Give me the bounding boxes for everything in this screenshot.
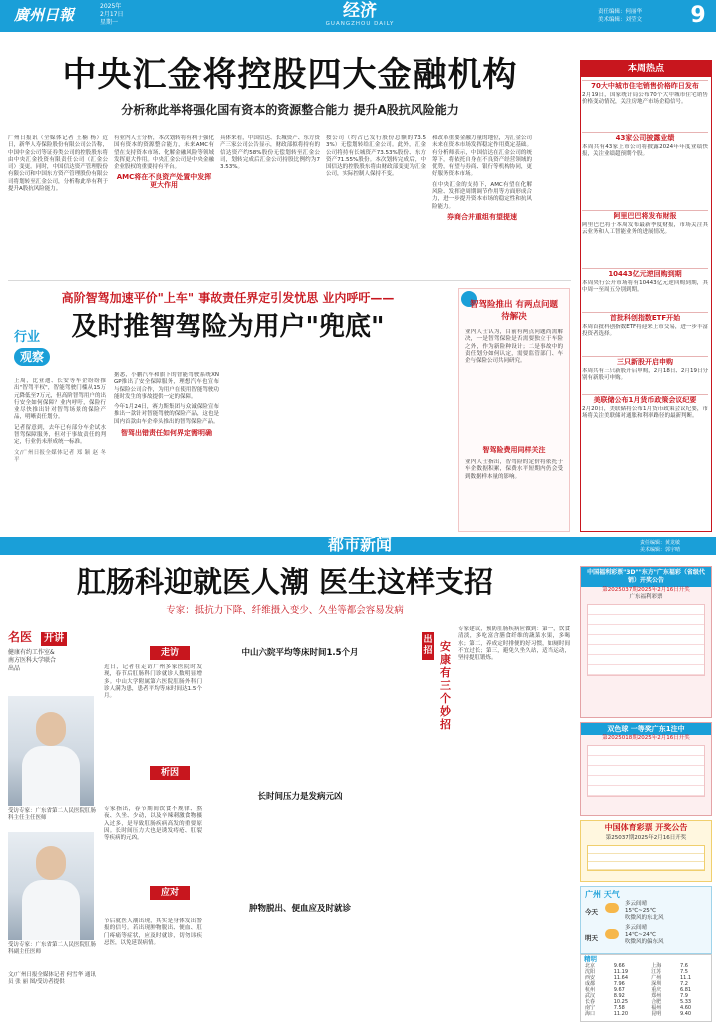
table-cell: 福州 [651,1005,662,1011]
table-row [583,1011,709,1017]
subsection-heading: 券商合并重组有望提速 [447,212,517,221]
hotspot-title: 70大中城市住宅销售价格昨日发布 [582,80,708,92]
sidebar-body: 业内人士认为，目前有两点问题尚需解决，一是智驾保险是否需要独立于车险之外，作为新险种设计；二是事故中的责任划分如何认定，需要监管部门、车企与保险公司共同研究。 [465,329,563,365]
hotspot-title: 三只新股开启申购 [582,356,708,368]
subhead-2: 长时间压力是发病元凶 [257,792,343,802]
table-cell: 海口 [585,1011,596,1017]
city-body-2: 专家指出，春节期间饮食不规律、熬夜、久坐、少动，以及辛辣刺激食物摄入过多，是导致肛肠疾病高发的重要原因。长时间压力大也是诱发痔疮、肛裂等疾病的元凶。 [104,806,202,842]
doctor-photo-2 [8,832,94,940]
table-cell: 7.9 [679,993,688,999]
table-cell: 重庆 [651,987,662,993]
label-response: 应对 [150,886,190,900]
doctor-2-caption: 受访专家：广东省第二人民医院肛肠科副主任医师 [8,942,97,956]
famous-doctor-badge [8,626,94,692]
industry-observation-tag [14,330,80,372]
tomorrow-forecast [625,925,709,947]
hotspot-body: 2月20日，美联储将公布1月货币政策会议纪要，市场将关注美联储对通胀和利率路径的最新判断。 [582,406,708,420]
city-body-1: 近日，记者在走访广州多家医院时发现，春节后肛肠科门诊就诊人数明显增多。中山大学附属第六医院肛肠外科门诊人满为患，患者平均等床时间达1.5个月。 [104,664,202,700]
tips-body: 专家建议，预防肛肠疾病应做到：第一，饮食清淡，多吃富含膳食纤维的蔬菜水果，多喝水；第二，养成定时排便的好习惯，如厕时间不宜过长；第三，避免久坐久站，适当运动，坚持提肛锻炼。 [458,626,570,662]
city-subheadline: 专家：抵抗力下降、纤维摄入变少、久坐等都会容易发病 [166,605,404,616]
paragraph: 按公司（约占已发行股份总额的73.53%）无偿划转给汇金公司。此外，汇金公司将持有长城资产73.53%股份、东方资产71.55%股份。本次划转完成后，中国信达的控股股东将由财政部变更为汇金公司，实际控制人保持不变。 [326,135,426,178]
hotspot-body: 本周央行公开市场将有10443亿元逆回购到期，其中周一至周五分别到期。 [582,280,708,294]
city-body-3: 节后就医人潮出现，其实是身体发出警报的信号。若出现肿物脱出、便血、肛门疼痛等症状，应及时就诊，切勿讳疾忌医，以免延误病情。 [104,918,202,946]
hotspot-body: 本周共有43家上市公司将披露2024年年度业绩快报，关注业绩超预期个股。 [582,144,708,158]
page-number: 9 [690,3,706,28]
hotspot-title: 43家公司披露业绩 [582,132,708,144]
tomorrow-temperature: 14℃~24℃ [625,932,656,939]
today-forecast [625,901,709,923]
top-story-col-4 [326,135,426,270]
table-cell: 南宁 [585,1005,596,1011]
top-story-col-2 [114,135,214,270]
paragraph: 上周，比亚迪、长安等车企纷纷推出"智驾平权"，智能驾驶门槛从15万元降低至7万元，但高阶智驾用户的出行安全如何保障？业内呼吁，保险行业尽快推出针对智驾场景的保险产品，明晰责任划分。 [14,378,106,421]
date-year: 2025年 [100,3,122,10]
list-item [582,210,708,264]
subhead-3: 肿物脱出、便血应及时就诊 [248,904,351,914]
sports-lottery-title: 中国体育彩票 开奖公告 [604,823,688,832]
masthead [0,0,716,32]
list-item [582,268,708,308]
tomorrow-wind: 吹微风的偏东风 [625,939,664,946]
table-cell: 沈阳 [585,969,596,975]
table-cell: 7.96 [613,981,625,987]
badge-line-2: 开讲 [41,632,67,646]
table-cell: 西安 [585,975,596,981]
tips-label: 出招 [422,632,434,660]
city-body-1b [208,664,306,756]
table-cell: 9.40 [679,1011,692,1017]
table-cell: 深圳 [651,981,662,987]
hotspot-body: 2月19日，国家统计局公布70个大中城市住宅销售价格变动情况，关注房地产市场企稳信号。 [582,92,708,106]
paragraph: 有业内人士分析，本次划转将有利于强化国有资本的资源整合能力，未来AMC有望在支持资本市场、化解金融风险等领域发挥更大作用。中央汇金公司是中央金融企业股权的重要持有平台。 [114,135,214,171]
lottery-number-grid [587,604,705,676]
white-coat [22,880,80,940]
date-weekday: 星期一 [100,19,119,26]
table-cell: 8.92 [613,993,625,999]
hotspot-body: 本周共有三只新股开启申购，2月18日、2月19日分别有新股可申购。 [582,368,708,382]
feature-sidebar-box [458,288,570,532]
label-visit: 走访 [150,646,190,660]
doctor-photo-1 [8,696,94,806]
section-subtitle: GUANGZHOU DAILY [325,21,395,27]
city-body-3b [208,918,306,1018]
section-title: 经济 [343,1,377,21]
double-color-ball-draw: 第2025018期2025年2月16日开奖 [602,735,690,741]
feature-col-2 [226,372,331,532]
hotspot-title: 10443亿元逆回购到期 [582,268,708,280]
divider [8,280,571,281]
editor-name: 责任编辑：何丽华 [598,9,643,15]
white-coat [22,746,80,806]
lottery-number-grid [587,745,705,797]
welfare-lottery-draw: 第2025037期2025年2月16日开奖 [602,587,690,593]
paragraph: 具体来看，中国信达、长城资产、东方资产三家公司公告显示，财政部拟将持有的信达资产约58%股份无偿划转至汇金公司，划转完成后汇金公司持股比例约为73.53%。 [220,135,320,171]
tips-title: 安康有三个妙招 [440,640,451,731]
table-cell: 6.81 [679,987,692,993]
welfare-lottery-title: 中国福利彩票"3D""东方"广东福彩（省级代销）开奖公告 [581,567,711,587]
weather-title: 广州 天气 [585,890,620,899]
table-cell: 11.19 [613,969,629,975]
table-cell: 郑州 [651,993,662,999]
top-story-col-1 [8,135,108,270]
table-cell: 10.25 [613,999,629,1005]
cloud-sun-icon [605,929,619,939]
editor-name: 责任编辑：黄龙敏 [640,540,681,546]
table-cell: 北京 [585,963,596,969]
top-headline: 中央汇金将控股四大金融机构 [62,55,518,95]
sidebar-title: 智驾险推出 有两点问题待解决 [470,300,558,322]
top-story-col-3 [220,135,320,270]
city-body-3c [312,918,410,1018]
top-subheadline: 分析称此举将强化国有资本的资源整合能力 提升A股抗风险能力 [121,103,459,117]
paragraph: 今年1月24日，赛力斯集团与众诚保险宣布推出一款针对智能驾驶的保险产品，这也是国内首款由车企牵头推出的智驾保险产品。 [114,404,219,425]
today-wind: 吹微风的东北风 [625,915,664,922]
paragraph: 在中央汇金的支持下，AMC有望在化解风险、发挥逆周期调节作用等方面形成合力，进一步提升资本市场的稳定性和抗风险能力。 [432,181,532,210]
tomorrow-label: 明天 [585,934,598,942]
issue-date [100,3,160,27]
table-cell: 9.66 [613,963,625,969]
table-cell: 上海 [651,963,662,969]
city-editors [640,540,712,553]
today-temperature: 15℃~25℃ [625,908,656,915]
table-cell: 7.2 [679,981,688,987]
city-index-table-box [580,954,712,1022]
feature-headline: 及时推智驾险为用户"兜底" [71,312,385,342]
feature-lead [14,378,106,528]
table-cell: 成都 [585,981,596,987]
paragraph: 记者留意到，去年已有部分车企试水智驾保障服务，但对于事故责任的判定，行业仍未形成统一标准。 [14,424,106,446]
list-item [582,394,708,436]
list-item [582,132,708,206]
welfare-lottery-prize-label: 广东福利彩票 [629,594,663,601]
table-cell: 武汉 [585,993,596,999]
subhead-1: 中山六院平均等床时间1.5个月 [241,648,359,658]
double-color-ball-box [580,722,712,816]
hotspot-title: 美联储公布1月货币政策会议纪要 [582,394,708,406]
hotspot-list [582,80,708,436]
byline: 文/广州日报全媒体记者 郑 颖 赵 冬 平 [14,449,106,463]
newspaper-logo: 廣州日報 [14,6,75,24]
subsection-heading: 智驾出错责任如何界定需明确 [121,429,212,438]
sidebar-subtitle: 智驾险费用同样关注 [482,446,546,454]
subsection-heading: AMC将在不良资产处置中发挥更大作用 [116,173,212,189]
lottery-number-grid [587,845,705,871]
list-item [582,356,708,390]
doctor-1-caption: 受访专家：广东省第二人民医院肛肠科主任主任医师 [8,808,97,822]
hotspot-title: 阿里巴巴将发布财报 [582,210,708,222]
table-cell: 7.5 [679,969,688,975]
table-cell: 11.64 [613,975,629,981]
sidebar-body-2: 业内人士指出，智驾险的定价将依托于车企数据积累，保费水平短期内仍会受到数据样本量的影响。 [465,459,563,480]
table-cell: 昆明 [651,1011,662,1017]
table-header: 精明 [584,955,597,963]
city-body-2c [312,806,410,896]
tag-top: 行业 [14,330,41,345]
table-cell: 11.20 [613,1011,629,1017]
label-analysis: 析因 [150,766,190,780]
avatar [36,712,66,746]
table-cell: 9.67 [613,987,625,993]
today-condition: 多云间晴 [625,901,648,907]
table-cell: 长春 [585,999,596,1005]
hotspot-body: 本周首批科创指数ETF将迎来上市交易，进一步丰富投资者选择。 [582,324,708,338]
table-cell: 杭州 [585,987,596,993]
city-body-1c [312,664,410,756]
welfare-lottery-box [580,566,712,718]
badge-description: 健康有约工作室&南方医科大学联合出品 [8,649,57,672]
date-day: 2月17日 [100,11,124,18]
paragraph: 广州日报讯（全媒体记者 王楠 杨）近日，新华人寿保险股份有限公司公告称，中国中金公司等证券类公司的控股股东将由中央汇金投资有限责任公司（汇金公司）变更。同时，中国信达资产管理股份有限公司和中国东方资产管理股份有限公司将划转至汇金公司，分析称此举有利于提升A股抗风险能力。 [8,135,108,193]
feature-col-3 [338,372,443,532]
city-headline: 肛肠科迎就医人潮 医生这样支招 [76,565,494,599]
city-byline: 文/广州日报全媒体记者 何雪华 通讯员 张 丽 图/受访者提供 [8,972,96,986]
art-editor-name: 美术编辑：刘莹文 [598,17,643,23]
weather-box [580,886,712,954]
table-cell: 合肥 [651,999,662,1005]
table-cell: 7.6 [679,963,688,969]
avatar [36,846,66,880]
feature-kicker: 高阶智驾加速平价"上车" 事故责任界定引发忧思 业内呼吁—— [61,291,395,305]
today-label: 今天 [585,908,598,916]
tomorrow-condition: 多云间晴 [625,925,648,931]
feature-col-1 [114,372,219,532]
city-news-title: 都市新闻 [327,535,392,554]
table-cell: 江苏 [651,969,662,975]
hotspot-body: 阿里巴巴将于本周发布最新季度财报，市场关注其云业务和人工智能业务的进展情况。 [582,222,708,236]
sports-lottery-box [580,820,712,882]
tag-bottom: 观察 [14,348,50,366]
art-editor-name: 美术编辑：郭宇晴 [640,546,681,553]
hotspot-title: 首批科创指数ETF开始 [582,312,708,324]
table-cell: 11.1 [679,975,692,981]
city-index-table [583,963,709,1017]
list-item [582,80,708,128]
sports-lottery-draw: 第25037期2025年2月16日开奖 [605,835,687,841]
badge-line-1: 名医 [8,630,33,644]
top-story-col-6b [470,230,572,270]
list-item [582,312,708,352]
paragraph: 据悉，小鹏汽车和旗下的智能驾驶系统XNGP推出了安全保障服务，理想汽车也宣布与保险公司合作，为用户在使用智能驾驶功能时发生的事故提供一定的保障。 [114,372,219,400]
weekly-hotspot-header: 本周热点 [581,61,711,77]
table-cell: 广州 [651,975,662,981]
table-cell: 4.60 [679,1005,692,1011]
table-cell: 5.33 [679,999,692,1005]
cloud-sun-icon [605,903,619,913]
page-editors [598,8,678,24]
city-body-2b [208,806,306,896]
paragraph: 和改革重要金融力量的地位，为汇金公司未来在资本市场发挥稳定作用奠定基础。有分析师表示，中国信达在汇金公司的统筹下，将依托自身在不良资产经营领域的优势，有望与券商、银行等机构协同，更好服务资本市场。 [432,135,532,178]
table-cell: 7.58 [613,1005,625,1011]
double-color-ball-title: 双色球 一等奖广东1注中 [581,723,711,735]
